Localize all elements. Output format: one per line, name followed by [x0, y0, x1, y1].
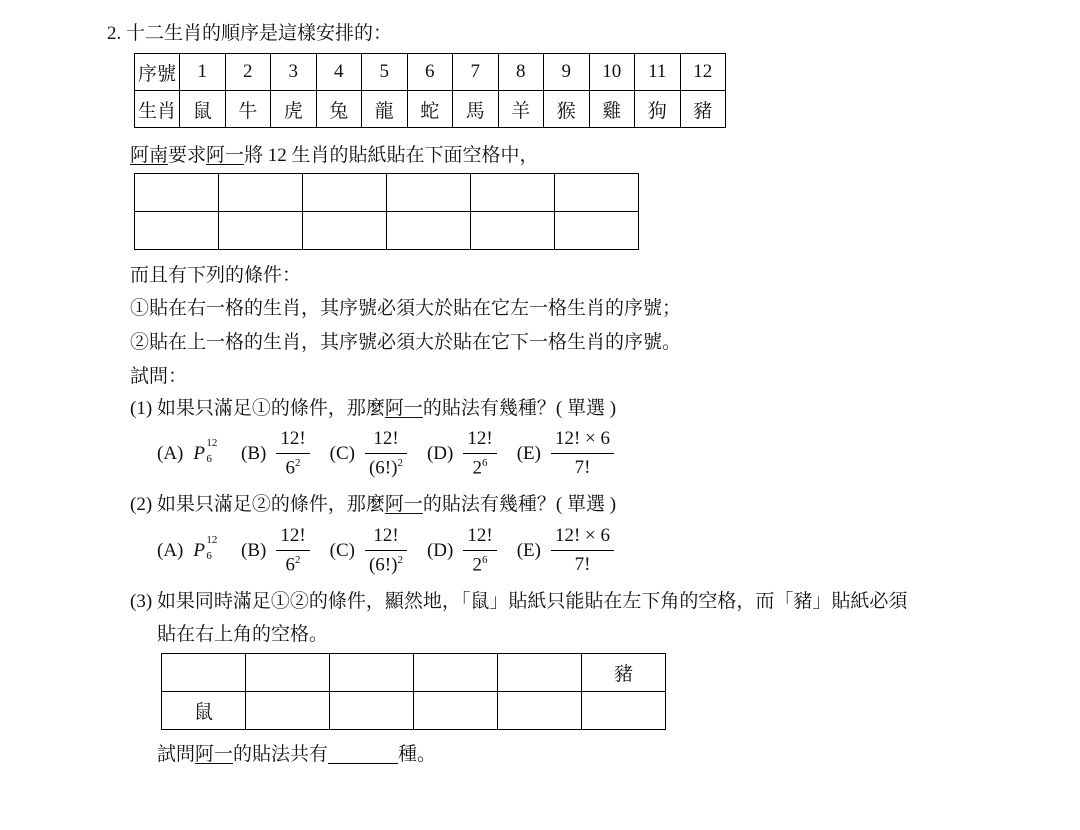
table-cell: 虎	[271, 91, 317, 128]
denominator	[365, 454, 407, 479]
table-cell: 11	[635, 54, 681, 91]
grid-cell[interactable]	[135, 174, 219, 212]
option-label: (B)	[241, 539, 267, 561]
grid-cell[interactable]	[387, 174, 471, 212]
name-ayi: 阿一	[195, 744, 234, 765]
den-exponent: 6	[482, 457, 488, 469]
den-base: (6!)	[368, 554, 398, 576]
table-cell: 3	[271, 54, 317, 91]
grid-cell[interactable]	[582, 692, 666, 730]
name-anan: 阿南	[130, 145, 169, 166]
numerator: 12!	[463, 428, 496, 454]
perm-sub: 6	[206, 452, 212, 465]
grid-cell[interactable]	[498, 692, 582, 730]
table-cell: 兔	[316, 91, 362, 128]
table-cell: 鼠	[180, 91, 226, 128]
grid-row-bottom	[135, 212, 639, 250]
perm-sub: 6	[206, 549, 212, 562]
den-exponent: 2	[397, 554, 403, 566]
table-cell: 9	[544, 54, 590, 91]
condition-2: ②貼在上一格的生肖，其序號必須大於貼在它下一格生肖的序號。	[130, 332, 682, 353]
grid-cell[interactable]	[303, 212, 387, 250]
perm-sup: 12	[206, 533, 218, 546]
instruction-text: 要求	[168, 145, 207, 166]
fraction	[365, 525, 407, 576]
option-label: (A)	[157, 442, 184, 464]
grid-cell[interactable]	[414, 692, 498, 730]
grid-cell[interactable]	[246, 654, 330, 692]
answer-blank[interactable]	[328, 745, 398, 764]
zodiac-order-table	[134, 53, 726, 128]
table-cell: 12	[680, 54, 726, 91]
option-label: (A)	[157, 539, 184, 561]
grid-cell-rat: 鼠	[162, 692, 246, 730]
option-a[interactable]	[157, 533, 221, 562]
part1-text: (1) 如果只滿足①的條件，那麼	[130, 398, 385, 419]
table-cell: 7	[453, 54, 499, 91]
denominator: 7!	[574, 457, 591, 479]
grid-cell[interactable]	[555, 174, 639, 212]
fraction	[276, 525, 309, 576]
grid-row-top	[162, 654, 666, 692]
part2-text: 的貼法有幾種？( 單選 )	[422, 494, 617, 515]
denominator	[463, 454, 496, 479]
name-ayi: 阿一	[384, 494, 423, 515]
option-d[interactable]	[427, 525, 497, 576]
grid-row-bottom	[162, 692, 666, 730]
option-label: (E)	[516, 539, 541, 561]
table-cell: 10	[589, 54, 635, 91]
grid-cell[interactable]	[498, 654, 582, 692]
part3-ask	[157, 745, 436, 764]
fraction	[276, 428, 309, 479]
option-label: (E)	[516, 442, 541, 464]
grid-cell[interactable]	[330, 654, 414, 692]
table-cell: 5	[362, 54, 408, 91]
denominator	[276, 454, 309, 479]
den-exponent: 2	[294, 457, 301, 469]
name-ayi: 阿一	[206, 145, 245, 166]
sticker-grid-partial	[161, 653, 666, 730]
numerator: 12!	[276, 525, 309, 551]
part3-line2: 貼在右上角的空格。	[157, 624, 329, 645]
grid-cell[interactable]	[330, 692, 414, 730]
option-b[interactable]	[241, 428, 310, 479]
den-base: 6	[285, 554, 295, 576]
denominator: 7!	[574, 554, 591, 576]
numerator: 12!	[463, 525, 496, 551]
question-number: 2.	[107, 23, 122, 44]
sticker-grid-empty	[134, 173, 639, 250]
grid-cell[interactable]	[162, 654, 246, 692]
grid-cell-pig: 豬	[582, 654, 666, 692]
den-base: 2	[472, 457, 483, 479]
den-exponent: 6	[482, 554, 488, 566]
name-ayi: 阿一	[384, 398, 423, 419]
conditions-intro: 而且有下列的條件：	[130, 265, 302, 286]
permutation-expression	[193, 436, 221, 465]
table-cell: 4	[316, 54, 362, 91]
question-intro: 十二生肖的順序是這樣安排的：	[126, 23, 393, 44]
grid-row-top	[135, 174, 639, 212]
perm-symbol: P	[193, 539, 205, 561]
fraction	[463, 525, 496, 576]
table-cell: 6	[407, 54, 453, 91]
part3-line1: (3) 如果同時滿足①②的條件，顯然地，「鼠」貼紙只能貼在左下角的空格，而「豬」貼紙必須	[130, 591, 908, 612]
ask-text: 種。	[398, 744, 437, 765]
condition-1: ①貼在右一格的生肖，其序號必須大於貼在它左一格生肖的序號；	[130, 298, 682, 319]
denominator	[463, 551, 496, 576]
fraction	[551, 525, 614, 576]
den-base: 6	[285, 457, 295, 479]
den-exponent: 2	[397, 457, 403, 469]
fraction	[365, 428, 407, 479]
table-cell: 羊	[498, 91, 544, 128]
denominator	[276, 551, 309, 576]
option-c[interactable]	[330, 428, 407, 479]
option-c[interactable]	[330, 525, 407, 576]
option-label: (C)	[329, 442, 355, 464]
numerator: 12! × 6	[551, 525, 614, 551]
grid-cell[interactable]	[387, 212, 471, 250]
ask-text: 試問	[157, 744, 196, 765]
part1-text: 的貼法有幾種？( 單選 )	[422, 398, 617, 419]
table-cell: 猴	[544, 91, 590, 128]
perm-sup: 12	[206, 436, 218, 449]
numerator: 12! × 6	[551, 428, 614, 454]
option-d[interactable]	[427, 428, 497, 479]
part2-options	[157, 525, 634, 576]
grid-cell[interactable]	[246, 692, 330, 730]
option-label: (D)	[426, 539, 454, 561]
numerator: 12!	[276, 428, 309, 454]
table-cell: 豬	[680, 91, 726, 128]
perm-symbol: P	[193, 442, 205, 464]
grid-cell[interactable]	[219, 212, 303, 250]
option-e[interactable]	[517, 525, 614, 576]
permutation-expression	[193, 533, 221, 562]
table-cell: 馬	[453, 91, 499, 128]
table-cell: 龍	[362, 91, 408, 128]
fraction	[551, 428, 614, 479]
row-header-order: 序號	[135, 54, 180, 91]
grid-cell[interactable]	[471, 212, 555, 250]
fraction	[463, 428, 496, 479]
grid-cell[interactable]	[555, 212, 639, 250]
den-base: (6!)	[368, 457, 398, 479]
grid-cell[interactable]	[303, 174, 387, 212]
option-label: (D)	[426, 442, 454, 464]
table-cell: 雞	[589, 91, 635, 128]
part1-options	[157, 428, 634, 479]
option-a[interactable]	[157, 436, 221, 465]
grid-cell[interactable]	[135, 212, 219, 250]
option-label: (C)	[329, 539, 355, 561]
ask-text: 的貼法共有	[233, 744, 329, 765]
option-e[interactable]	[517, 428, 614, 479]
grid-cell[interactable]	[414, 654, 498, 692]
table-row-animals	[135, 91, 726, 128]
instruction-text: 將 12 生肖的貼紙貼在下面空格中，	[244, 145, 539, 166]
ask-label: 試問：	[130, 366, 188, 387]
den-exponent: 2	[294, 554, 301, 566]
grid-cell[interactable]	[471, 174, 555, 212]
part2-question	[130, 495, 616, 514]
question-header	[107, 24, 392, 43]
row-header-animal: 生肖	[135, 91, 180, 128]
instruction-line	[130, 146, 539, 165]
table-cell: 牛	[225, 91, 271, 128]
table-cell: 1	[180, 54, 226, 91]
part2-text: (2) 如果只滿足②的條件，那麼	[130, 494, 385, 515]
table-cell: 狗	[635, 91, 681, 128]
option-label: (B)	[241, 442, 267, 464]
denominator	[365, 551, 407, 576]
table-cell: 2	[225, 54, 271, 91]
table-row-numbers	[135, 54, 726, 91]
table-cell: 蛇	[407, 91, 453, 128]
grid-cell[interactable]	[219, 174, 303, 212]
numerator: 12!	[365, 428, 407, 454]
numerator: 12!	[365, 525, 407, 551]
table-cell: 8	[498, 54, 544, 91]
option-b[interactable]	[241, 525, 310, 576]
part1-question	[130, 399, 616, 418]
den-base: 2	[472, 554, 483, 576]
